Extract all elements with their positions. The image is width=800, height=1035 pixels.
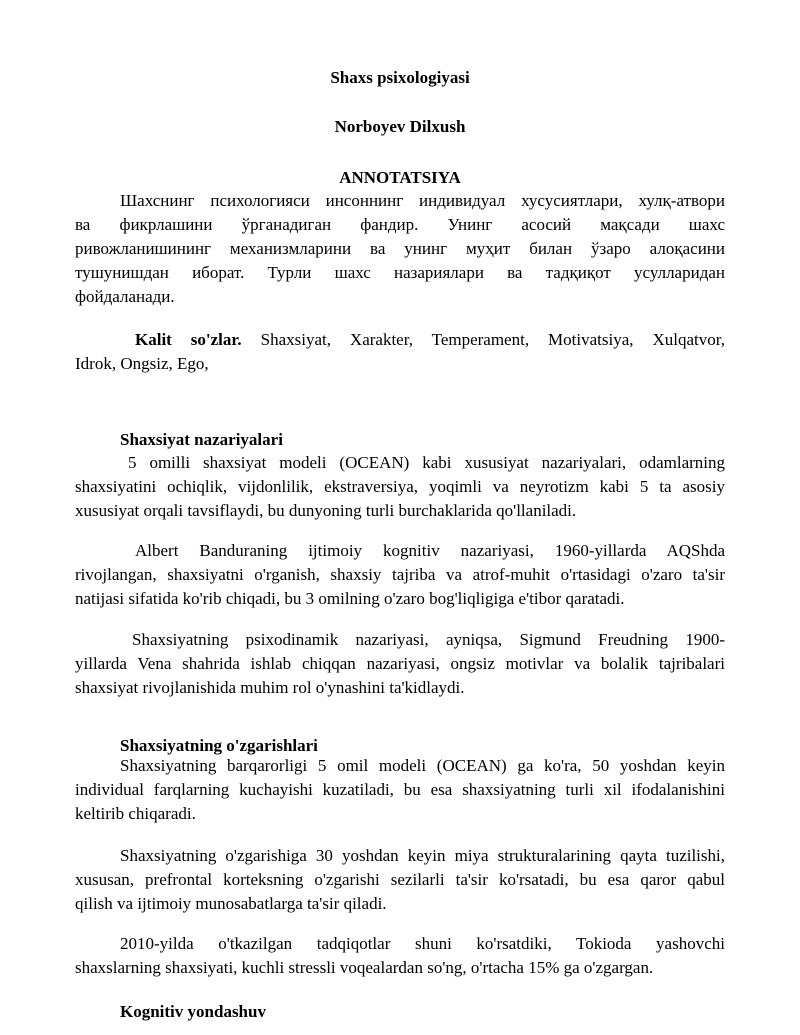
section-heading: Shaxsiyat nazariyalari (120, 430, 283, 449)
keywords-list: Shaxsiyat, Xarakter, Temperament, Motivatsiya, Xulqatvor, (260, 330, 725, 349)
paragraph-line: rivojlangan, shaxsiyatni o'rganish, shaxsiy tajriba va atrof-muhit o'rtasidagi o'zaro ta'sir (75, 565, 725, 584)
annotation-paragraph (75, 189, 725, 309)
paragraph-line: Шахснинг психологияси инсоннинг индивидуал хусусиятлари, хулқ-атвори (120, 191, 725, 210)
section-heading: Kognitiv yondashuv (120, 1002, 266, 1021)
paragraph-line: xususiyat orqali tavsiflaydi, bu dunyoning turli burchaklarida qo'llaniladi. (75, 501, 577, 520)
paragraph-line: yillarda Vena shahrida ishlab chiqqan nazariyasi, ongsiz motivlar va bolalik tajribalari (75, 654, 725, 673)
paragraph-line: 5 omilli shaxsiyat modeli (OCEAN) kabi xususiyat nazariyalari, odamlarning (128, 453, 725, 472)
paragraph-line: 2010-yilda o'tkazilgan tadqiqotlar shuni ko'rsatdiki, Tokioda yashovchi (120, 934, 725, 953)
keywords-label: Kalit so'zlar. (135, 330, 242, 349)
paragraph-line: individual farqlarning kuchayishi kuzatiladi, bu esa shaxsiyatning turli xil ifodalanishini (75, 780, 725, 799)
section-paragraph (75, 628, 725, 700)
paragraph-line: shaxslarning shaxsiyati, kuchli stressli voqealardan so'ng, o'rtacha 15% ga o'zgargan. (75, 958, 654, 977)
paragraph-line: ривожланишининг механизмларини ва унинг муҳит билан ўзаро алоқасини (75, 239, 725, 258)
paragraph-line: xususan, prefrontal korteksning o'zgarishi sezilarli ta'sir ko'rsatadi, bu esa qaror qabul (75, 870, 725, 889)
annotation-heading: ANNOTATSIYA (339, 168, 461, 187)
keywords-line: Idrok, Ongsiz, Ego, (75, 354, 209, 373)
paragraph-line: тушунишдан иборат. Турли шахс назариялари ва тадқиқот усулларидан (75, 263, 725, 282)
paragraph-line: Shaxsiyatning o'zgarishiga 30 yoshdan keyin miya strukturalarining qayta tuzilishi, (120, 846, 725, 865)
section-paragraph (75, 451, 725, 523)
document-title: Shaxs psixologiyasi (330, 68, 470, 87)
paragraph-line: ва фикрлашини ўрганадиган фандир. Унинг асосий мақсади шахс (75, 215, 725, 234)
keywords-paragraph (75, 328, 725, 376)
author-name: Norboyev Dilxush (334, 117, 466, 136)
section-paragraph (75, 754, 725, 826)
keywords-line (75, 328, 725, 352)
paragraph-line: shaxsiyatini ochiqlik, vijdonlilik, ekstraversiya, yoqimli va neyrotizm kabi 5 ta asosiy (75, 477, 725, 496)
section-paragraph (75, 539, 725, 611)
paragraph-line: фойдаланади. (75, 287, 175, 306)
paragraph-line: natijasi sifatida ko'rib chiqadi, bu 3 omilning o'zaro bog'liqligiga e'tibor qaratadi. (75, 589, 625, 608)
paragraph-line: shaxsiyat rivojlanishida muhim rol o'ynashini ta'kidlaydi. (75, 678, 465, 697)
section-paragraph (75, 932, 725, 980)
paragraph-line: qilish va ijtimoiy munosabatlarga ta'sir qiladi. (75, 894, 387, 913)
paragraph-line: Shaxsiyatning psixodinamik nazariyasi, ayniqsa, Sigmund Freudning 1900- (132, 630, 725, 649)
section-paragraph (75, 844, 725, 916)
paragraph-line: Albert Banduraning ijtimoiy kognitiv nazariyasi, 1960-yillarda AQShda (135, 541, 725, 560)
paragraph-line: keltirib chiqaradi. (75, 804, 196, 823)
paragraph-line: Shaxsiyatning barqarorligi 5 omil modeli (OCEAN) ga ko'ra, 50 yoshdan keyin (120, 756, 725, 775)
section-heading: Shaxsiyatning o'zgarishlari (120, 736, 318, 755)
